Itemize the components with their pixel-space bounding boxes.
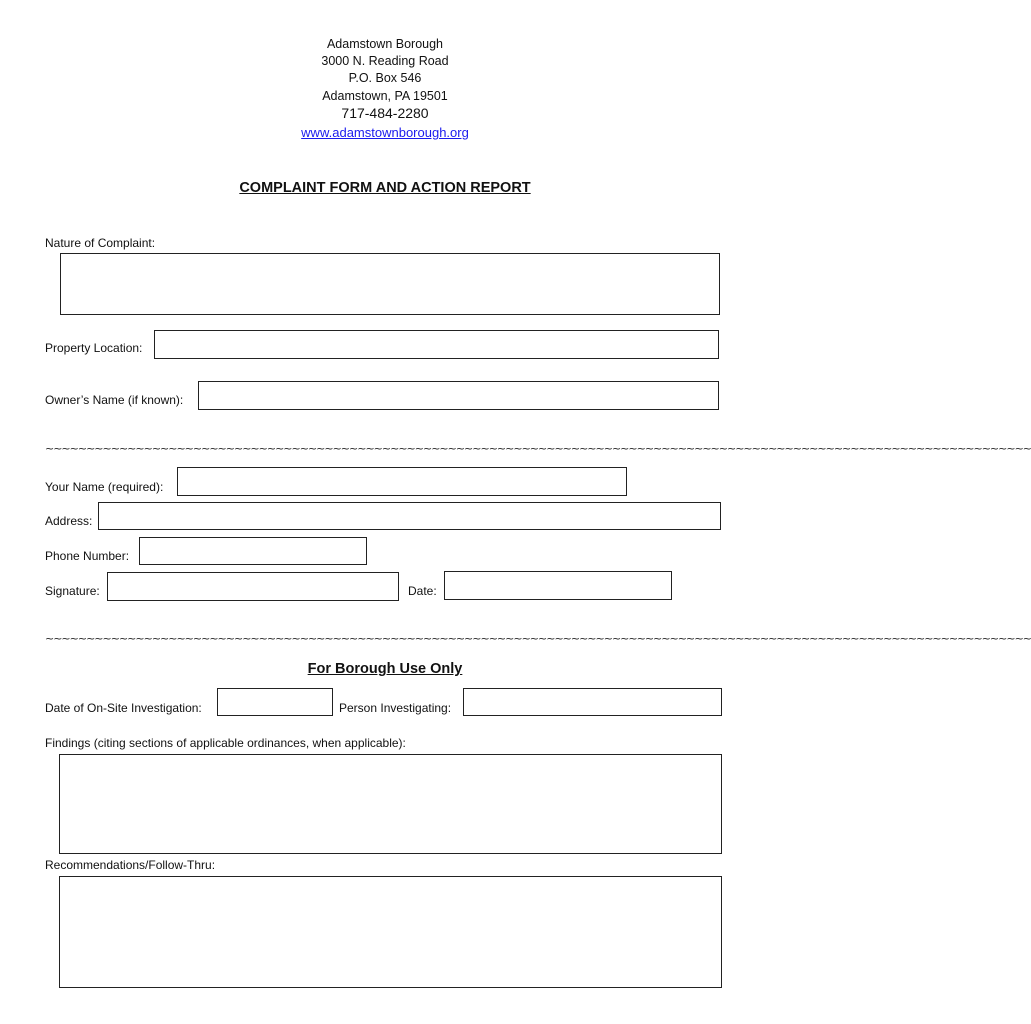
address-label: Address: <box>45 514 93 528</box>
phone-number: 717-484-2280 <box>341 105 429 121</box>
signature-field[interactable] <box>107 572 399 601</box>
borough-use-heading: For Borough Use Only <box>307 661 463 677</box>
nature-of-complaint-label: Nature of Complaint: <box>45 236 156 250</box>
address-field[interactable] <box>98 502 721 530</box>
city-state-zip: Adamstown, PA 19501 <box>322 89 448 103</box>
recommendations-label: Recommendations/Follow-Thru: <box>45 858 216 872</box>
owner-name-label: Owner’s Name (if known): <box>45 393 184 407</box>
date-label: Date: <box>408 584 437 598</box>
person-investigating-label: Person Investigating: <box>339 701 452 715</box>
investigation-date-field[interactable] <box>217 688 333 716</box>
street-address: 3000 N. Reading Road <box>321 54 449 68</box>
phone-number-field[interactable] <box>139 537 367 565</box>
website-link[interactable]: www.adamstownborough.org <box>301 125 469 140</box>
findings-field[interactable] <box>59 754 722 854</box>
investigation-date-label: Date of On-Site Investigation: <box>45 701 202 715</box>
property-location-field[interactable] <box>154 330 719 359</box>
findings-label: Findings (citing sections of applicable ordinances, when applicable): <box>45 736 406 750</box>
nature-of-complaint-field[interactable] <box>60 253 720 315</box>
owner-name-field[interactable] <box>198 381 719 410</box>
your-name-label: Your Name (required): <box>45 480 164 494</box>
org-name: Adamstown Borough <box>326 37 444 51</box>
person-investigating-field[interactable] <box>463 688 722 716</box>
recommendations-field[interactable] <box>59 876 722 988</box>
page-title: COMPLAINT FORM AND ACTION REPORT <box>239 180 531 196</box>
phone-number-label: Phone Number: <box>45 549 130 563</box>
signature-label: Signature: <box>45 584 100 598</box>
tilde-separator: ~~~~~~~~~~~~~~~~~~~~~~~~~~~~~~~~~~~~~~~~~~~~~~~~~~~~~~~~~~~~~~~~~~~~~~~~~~~~~~~~~~~~~~~~~~~~~~~~~~~~~~~~~~~~~~~~~~~~~~~~ <box>45 632 1031 645</box>
property-location-label: Property Location: <box>45 341 143 355</box>
date-field[interactable] <box>444 571 672 600</box>
your-name-field[interactable] <box>177 467 627 496</box>
po-box: P.O. Box 546 <box>348 71 422 85</box>
tilde-separator: ~~~~~~~~~~~~~~~~~~~~~~~~~~~~~~~~~~~~~~~~~~~~~~~~~~~~~~~~~~~~~~~~~~~~~~~~~~~~~~~~~~~~~~~~~~~~~~~~~~~~~~~~~~~~~~~~~~~~~~~~ <box>45 442 1031 455</box>
